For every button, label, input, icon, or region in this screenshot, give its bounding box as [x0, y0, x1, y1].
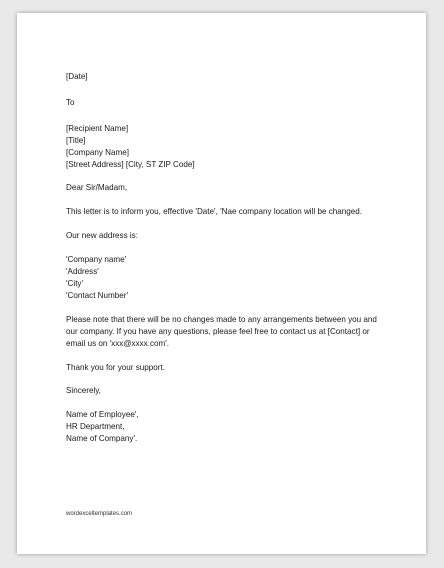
- new-address-contact: 'Contact Number': [66, 290, 129, 300]
- thanks-line: Thank you for your support.: [66, 362, 165, 372]
- recipient-company: [Company Name]: [66, 147, 129, 157]
- new-address-heading: Our new address is:: [66, 231, 138, 241]
- note-paragraph: [66, 314, 396, 350]
- note-line: Please note that there will be no changes made to any arrangements between you and: [66, 314, 377, 324]
- new-address-street: 'Address': [66, 267, 99, 277]
- footer-site: wordexceltemplates.com: [66, 511, 133, 517]
- signature-company: Name of Company'.: [66, 434, 138, 444]
- signature-name: Name of Employee',: [66, 410, 139, 420]
- letter-page: [17, 13, 426, 554]
- recipient-address: [Street Address] [City, ST ZIP Code]: [66, 159, 195, 169]
- note-line: email us on 'xxx@xxxx.com'.: [66, 338, 170, 348]
- closing-line: Sincerely,: [66, 386, 101, 396]
- signature-department: HR Department,: [66, 422, 125, 432]
- new-address-company: 'Company name': [66, 255, 127, 265]
- new-address-block: [66, 254, 396, 302]
- to-line: To: [66, 97, 75, 107]
- recipient-name: [Recipient Name]: [66, 123, 129, 133]
- recipient-title: [Title]: [66, 135, 86, 145]
- intro-paragraph: This letter is to inform you, effective 'Date', 'Nae company location will be changed.: [66, 207, 363, 217]
- new-address-city: 'City': [66, 278, 84, 288]
- signature-block: [66, 409, 396, 445]
- recipient-block: [66, 123, 396, 171]
- note-line: our company. If you have any questions, please feel free to contact us at [Contact] or: [66, 326, 370, 336]
- date-line: [Date]: [66, 72, 88, 81]
- salutation: Dear Sir/Madam,: [66, 183, 128, 193]
- letter-body: [66, 71, 396, 445]
